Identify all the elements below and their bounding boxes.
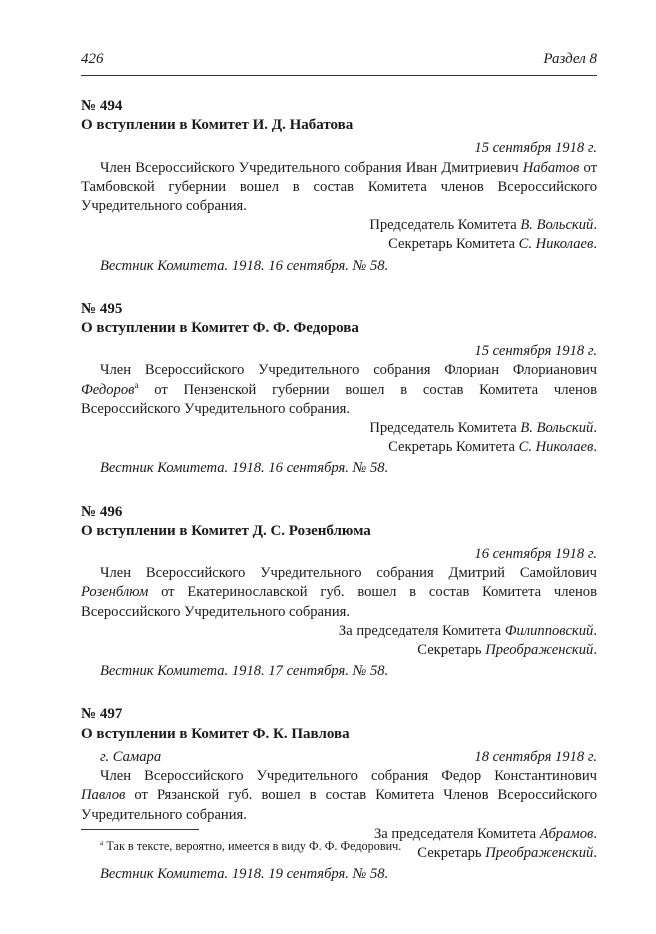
signature-role: Секретарь: [417, 642, 486, 659]
document-date: 15 сентября 1918 г.: [474, 140, 597, 157]
document-source: Вестник Комитета. 1918. 17 сентября. № 58.: [100, 663, 389, 680]
signature-name: Преображенский: [485, 844, 594, 861]
body-text-before: Член Всероссийского Учредительного собрания Федор Константинович: [100, 768, 597, 785]
document-number: № 495: [81, 300, 123, 317]
document-number: № 496: [81, 503, 123, 520]
signature-role: Секретарь: [417, 844, 486, 861]
document-494: [81, 97, 597, 276]
signature-chairman: За председателя Комитета Филипповский.: [338, 622, 597, 639]
signature-secretary: Секретарь Комитета С. Николаев.: [388, 439, 597, 456]
body-text-before: Член Всероссийского Учредительного собрания Флориан Флорианович: [100, 362, 597, 379]
signature-role: Председатель Комитета: [369, 217, 521, 234]
header-rule: [81, 75, 597, 76]
document-number: № 494: [81, 98, 123, 114]
footnote: [100, 838, 597, 854]
date-line: [81, 545, 597, 564]
signature-name: С. Николаев: [518, 439, 594, 456]
document-body: [81, 767, 597, 825]
signature-role: Секретарь Комитета: [388, 236, 519, 253]
body-text-after: от Пензенской губернии вошел в состав Комитета членов Всероссийского Учредительного собрания.: [81, 381, 597, 417]
signature-role: За председателя Комитета: [373, 825, 540, 842]
document-body: [81, 361, 597, 419]
member-surname: Павлов: [81, 787, 126, 804]
signature-name: В. Вольский: [520, 420, 594, 437]
signature-secretary: Секретарь Комитета С. Николаев.: [388, 236, 597, 253]
member-surname: Розенблюм: [81, 584, 149, 601]
document-date: 15 сентября 1918 г.: [474, 343, 597, 360]
document-number: № 497: [81, 706, 123, 723]
date-line: [81, 139, 597, 158]
document-title: О вступлении в Комитет Ф. Ф. Федорова: [81, 320, 359, 337]
footnote-rule: [81, 829, 199, 830]
body-text-before: Член Всероссийского Учредительного собрания Дмитрий Самойлович: [100, 565, 597, 582]
signature-name: В. Вольский: [520, 217, 594, 234]
footnote-marker: а: [134, 379, 139, 390]
document-496: [81, 503, 597, 682]
signature-chairman: Председатель Комитета В. Вольский.: [369, 420, 597, 437]
signature-name: С. Николаев: [518, 236, 594, 253]
date-line: [81, 342, 597, 361]
document-body: [81, 564, 597, 622]
signature-secretary: Секретарь Преображенский.: [417, 844, 597, 861]
running-head: [81, 50, 597, 69]
document-date: 16 сентября 1918 г.: [474, 546, 597, 563]
signature-secretary: Секретарь Преображенский.: [417, 642, 597, 659]
signature-role: Секретарь Комитета: [388, 439, 519, 456]
section-title: Раздел 8: [543, 51, 597, 67]
document-place: г. Самара: [100, 748, 162, 765]
member-surname: Федоров: [81, 381, 135, 398]
signature-role: Председатель Комитета: [369, 420, 521, 437]
signature-chairman: За председателя Комитета Абрамов.: [373, 825, 597, 842]
document-source: Вестник Комитета. 1918. 19 сентября. № 58.: [100, 866, 389, 883]
document-title: О вступлении в Комитет Ф. К. Павлова: [81, 725, 350, 742]
body-text-after: от Тамбовской губернии вошел в состав Комитета членов Всероссийского Учредительного собрания.: [81, 159, 597, 215]
document-list: [81, 97, 597, 908]
footnote-marker: а: [100, 837, 104, 847]
page-number: 426: [81, 51, 104, 67]
document-497: [81, 705, 597, 884]
body-text-before: Член Всероссийского Учредительного собрания Иван Дмитриевич: [100, 159, 523, 176]
document-body: [81, 159, 597, 217]
document-source: Вестник Комитета. 1918. 16 сентября. № 58.: [100, 460, 389, 477]
signature-role: За председателя Комитета: [338, 622, 505, 639]
signature-chairman: Председатель Комитета В. Вольский.: [369, 217, 597, 234]
signature-name: Преображенский: [485, 642, 594, 659]
member-surname: Набатов: [522, 159, 580, 176]
body-text-after: от Екатеринославской губ. вошел в состав Комитета членов Всероссийского Учредительного собрания.: [81, 584, 597, 620]
document-title: О вступлении в Комитет Д. С. Розенблюма: [81, 522, 371, 539]
document-source: Вестник Комитета. 1918. 16 сентября. № 58.: [100, 257, 389, 274]
signature-name: Филипповский: [504, 622, 594, 639]
body-text-after: от Рязанской губ. вошел в состав Комитета Членов Всероссийского Учредительного собрания.: [81, 787, 597, 823]
document-date: 18 сентября 1918 г.: [474, 748, 597, 765]
document-495: [81, 300, 597, 479]
date-line: [81, 748, 597, 767]
document-title: О вступлении в Комитет И. Д. Набатова: [81, 117, 354, 134]
signature-name: Абрамов: [539, 825, 594, 842]
footnote-text: Так в тексте, вероятно, имеется в виду Ф. Ф. Федорович.: [103, 839, 402, 853]
